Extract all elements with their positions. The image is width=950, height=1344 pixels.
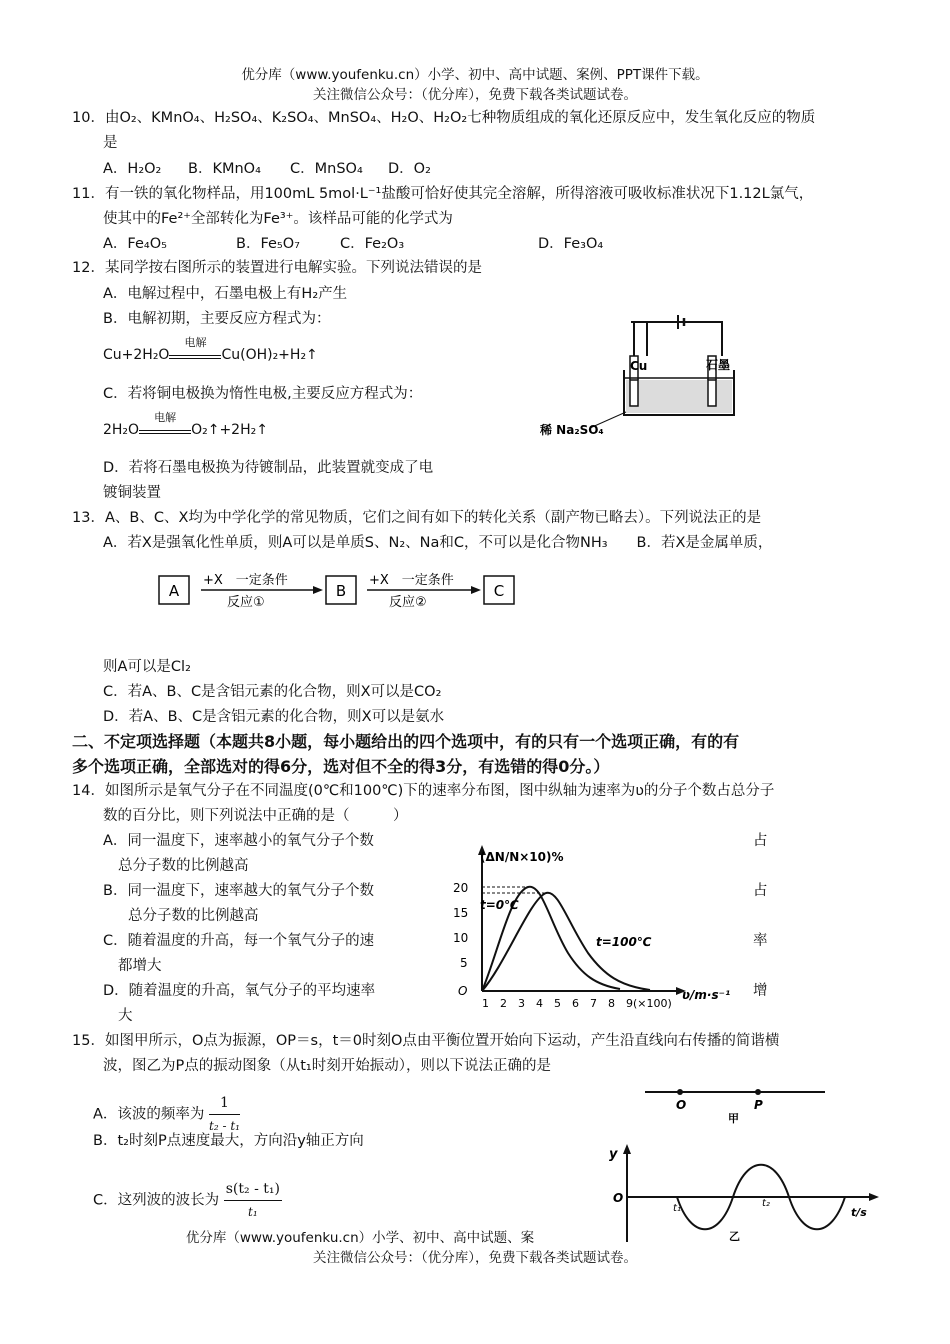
q15-option-c-fraction [224, 1178, 282, 1223]
figure-jia-caption: 甲 [728, 1112, 739, 1124]
graph-x-axis-label: ʋ/m·s⁻¹ [682, 988, 731, 1002]
q10-option-d: D．O₂ [388, 161, 431, 177]
q13-option-a-b: A．若X是强氧化性单质，则A可以是单质S、N₂、Na和C，不可以是化合物NH₃ B．若X是金属单质， [103, 535, 773, 551]
section-2-heading: 二、不定项选择题（本题共8小题，每小题给出的四个选项中，有的只有一个选项正确，有的有 [72, 732, 740, 751]
q12-option-b: B．电解初期，主要反应方程式为： [103, 311, 331, 327]
q12-option-d: D．若将石墨电极换为待镀制品，此装置就变成了电 [103, 460, 434, 476]
graph-ytick-10: 10 [453, 931, 469, 945]
q14-option-c: C．随着温度的升高，每一个氧气分子的速 [103, 933, 375, 949]
graph-xtick-7: 7 [590, 997, 597, 1010]
speed-distribution-graph [450, 843, 740, 1013]
arrow-1-reaction: 反应① [227, 595, 265, 610]
graph-xtick-2: 2 [500, 997, 507, 1010]
graph-xtick-8: 8 [608, 997, 615, 1010]
q14-option-c-tail: 率 [753, 933, 768, 949]
equation-1-right: Cu(OH)₂+H₂↑ [221, 347, 318, 363]
arrow-1-condition: +X 一定条件 [203, 573, 288, 588]
q14-stem-cont: 数的百分比，则下列说法中正确的是（ ） [103, 808, 408, 824]
graph-xtick-6: 6 [572, 997, 579, 1010]
electrolysis-apparatus-figure [530, 300, 740, 445]
figure-yi-caption: 乙 [729, 1230, 740, 1243]
q14-option-b-cont: 总分子数的比例越高 [128, 908, 259, 924]
conversion-diagram [155, 568, 525, 618]
q14-option-a-cont: 总分子数的比例越高 [118, 858, 249, 874]
diagram-box-b-label: B [335, 582, 347, 600]
q12-stem: 12．某同学按右图所示的装置进行电解实验。下列说法错误的是 [72, 260, 482, 276]
q14-option-d-tail: 增 [753, 983, 768, 999]
q12-equation-1 [103, 336, 318, 365]
section-2-heading-cont: 多个选项正确，全部选对的得6分，选对但不全的得3分，有选错的得0分。） [72, 757, 610, 776]
graph-xtick-5: 5 [554, 997, 561, 1010]
q10-stem: 10．由O₂、KMnO₄、H₂SO₄、K₂SO₄、MnSO₄、H₂O、H₂O₂七种物质组成的氧化还原反应中，发生氧化反应的物质 [72, 110, 816, 126]
q15-stem-cont: 波，图乙为P点的振动图象（从t₁时刻开始振动），则以下说法正确的是 [103, 1058, 551, 1074]
q10-option-c: C．MnSO₄ [290, 161, 363, 177]
q12-equation-2 [103, 411, 268, 440]
point-p: P [754, 1098, 763, 1112]
equation-2-left: 2H₂O [103, 422, 140, 438]
q11-option-c: C．Fe₂O₃ [340, 236, 405, 252]
source-point-o: O [676, 1098, 687, 1112]
q15-stem: 15．如图甲所示，O点为振源，OP＝s，t＝0时刻O点由平衡位置开始向下运动，产生沿直线向右传播的简谐横 [72, 1033, 780, 1049]
q14-option-a: A．同一温度下，速率越小的氧气分子个数 [103, 833, 374, 849]
equation-1-condition: 电解 [184, 336, 207, 349]
graphite-electrode-label: 石墨 [706, 358, 731, 372]
q13-option-c: C．若A、B、C是含铝元素的化合物，则X可以是CO₂ [103, 684, 442, 700]
equation-2-right: O₂↑+2H₂↑ [191, 422, 268, 438]
graph-xtick-4: 4 [536, 997, 543, 1010]
graph-xtick-9: 9(×100) [626, 997, 672, 1010]
graph-t-axis-label: t/s [851, 1206, 867, 1219]
q11-option-b: B．Fe₅O₇ [236, 236, 300, 252]
diagram-box-c-label: C [493, 582, 505, 600]
q11-stem: 11．有一铁的氧化物样品，用100mL 5mol·L⁻¹盐酸可恰好使其完全溶解，所得溶液可吸收标准状况下1.12L氯气， [72, 186, 814, 202]
q15-option-c [93, 1178, 282, 1223]
q12-option-a: A．电解过程中，石墨电极上有H₂产生 [103, 286, 348, 302]
electrolyte-label: 稀 Na₂SO₄ [540, 423, 604, 437]
graph-y-label: y [609, 1147, 618, 1162]
curve-100c-label: t=100℃ [596, 935, 652, 949]
page-footer-line1: 优分库（www.youfenku.cn）小学、初中、高中试题、案 [185, 1230, 535, 1246]
q12-option-d-cont: 镀铜装置 [103, 485, 161, 501]
diagram-box-a-label: A [168, 582, 180, 600]
graph-xtick-3: 3 [518, 997, 525, 1010]
q11-option-d: D．Fe₃O₄ [538, 236, 604, 252]
q14-option-d-cont: 大 [118, 1008, 133, 1024]
q13-stem: 13．A、B、C、X均为中学化学的常见物质，它们之间有如下的转化关系（副产物已略去）。下列说法正的是 [72, 510, 762, 526]
wave-source-figure [640, 1082, 830, 1124]
q11-stem-cont: 使其中的Fe²⁺全部转化为Fe³⁺。该样品可能的化学式为 [103, 211, 453, 227]
fraction-c-numerator: s(t₂ - t₁) [224, 1178, 282, 1201]
q14-option-c-cont: 都增大 [118, 958, 162, 974]
graph-origin-o: O [613, 1191, 624, 1205]
graph-origin: O [458, 984, 468, 998]
q14-option-b: B．同一温度下，速率越大的氧气分子个数 [103, 883, 374, 899]
curve-0c-label: t=0℃ [480, 898, 519, 912]
q14-option-b-tail: 占 [753, 883, 768, 899]
q14-option-d: D．随着温度的升高，氧气分子的平均速率 [103, 983, 376, 999]
q14-stem: 14．如图所示是氧气分子在不同温度(0℃和100℃)下的速率分布图，图中纵轴为速率为ʋ的分子个数占总分子 [72, 783, 775, 799]
graph-ytick-20: 20 [453, 881, 469, 895]
q10-option-a: A．H₂O₂ [103, 161, 162, 177]
q13-option-b-cont: 则A可以是Cl₂ [103, 659, 191, 675]
q15-option-b: B．t₂时刻P点速度最大，方向沿y轴正方向 [93, 1133, 364, 1149]
q10-stem-cont: 是 [103, 135, 118, 151]
q10-option-b: B．KMnO₄ [188, 161, 261, 177]
q15-option-a-text: A．该波的频率为 [93, 1106, 205, 1123]
page-header-line2: 关注微信公众号：（优分库），免费下载各类试题试卷。 [313, 87, 637, 103]
page-footer-line2: 关注微信公众号：（优分库），免费下载各类试题试卷。 [313, 1250, 637, 1266]
fraction-c-denominator: t₁ [248, 1205, 258, 1219]
arrow-2-reaction: 反应② [389, 595, 427, 610]
graph-xtick-1: 1 [482, 997, 489, 1010]
fraction-a-numerator: 1 [209, 1092, 240, 1115]
page-header-line1: 优分库（www.youfenku.cn）小学、初中、高中试题、案例、PPT课件下载。 [241, 67, 709, 83]
equation-2-condition: 电解 [154, 411, 177, 424]
graph-ytick-15: 15 [453, 906, 469, 920]
equation-1-left: Cu+2H₂O [103, 347, 170, 363]
q11-option-a: A．Fe₄O₅ [103, 236, 167, 252]
q15-option-c-text: C．这列波的波长为 [93, 1192, 220, 1209]
q13-option-d: D．若A、B、C是含铝元素的化合物，则X可以是氨水 [103, 709, 445, 725]
graph-ytick-5: 5 [460, 956, 468, 970]
graph-t2-label: t₂ [762, 1198, 770, 1209]
copper-electrode-label: Cu [630, 359, 648, 373]
q12-option-c: C．若将铜电极换为惰性电极,主要反应方程式为： [103, 386, 423, 402]
graph-y-axis-label: (ΔN/N×10)% [480, 850, 564, 864]
arrow-2-condition: +X 一定条件 [369, 573, 454, 588]
graph-t1-label: t₁ [673, 1203, 681, 1214]
q14-option-a-tail: 占 [753, 833, 768, 849]
fraction-a-denominator: t₂ - t₁ [209, 1119, 240, 1133]
